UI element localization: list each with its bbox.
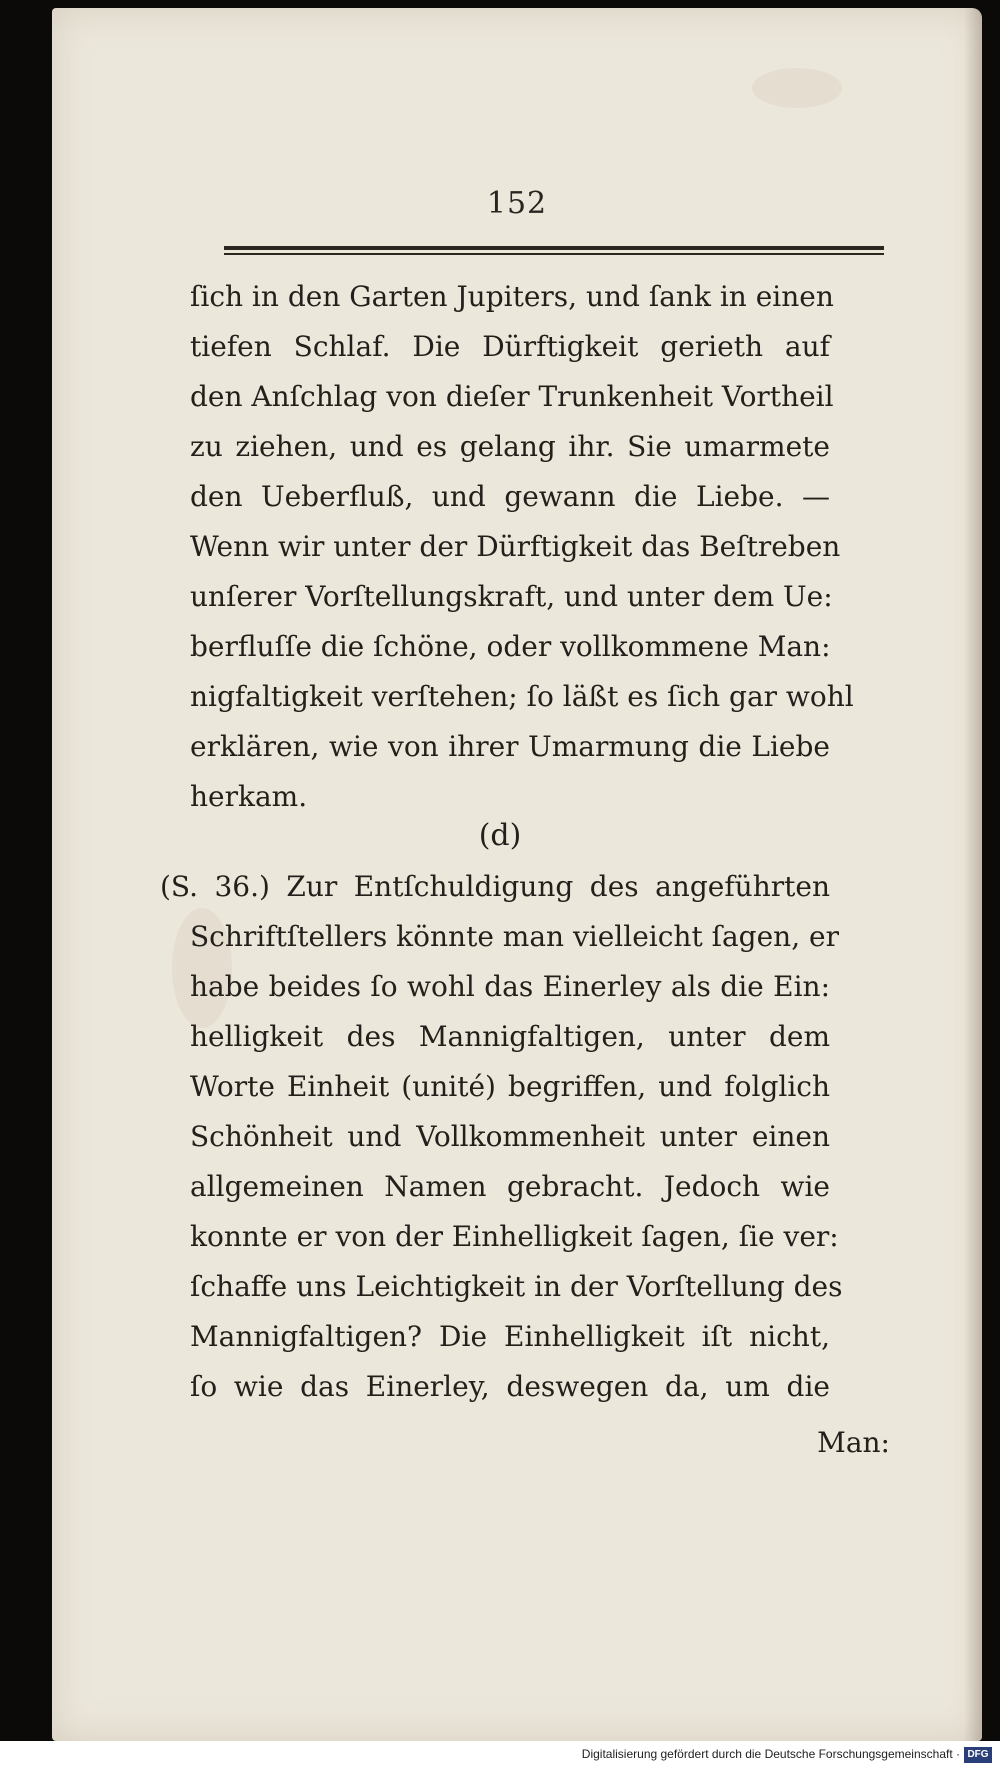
text-line: berfluſſe die ſchöne, oder vollkommene Man: (190, 630, 831, 663)
catchword: Man: (817, 1426, 890, 1459)
header-rule-thick (224, 246, 884, 250)
text-line: ſchaffe uns Leichtigkeit in der Vorſtellung des (190, 1270, 843, 1303)
text-line: konnte er von der Einhelligkeit ſagen, ſie ver: (190, 1220, 839, 1253)
text-line: (S. 36.) Zur Entſchuldigung des angeführten (160, 870, 830, 903)
dfg-logo-icon: DFG (964, 1747, 992, 1763)
text-line: den Anſchlag von dieſer Trunkenheit Vortheil (190, 380, 834, 413)
digitization-footer (0, 1741, 1000, 1771)
section-mark: (d) (478, 818, 522, 853)
text-line: Schönheit und Vollkommenheit unter einen (190, 1120, 830, 1153)
header-rule-thin (224, 253, 884, 255)
text-line: Worte Einheit (unité) begriffen, und folglich (190, 1070, 830, 1103)
text-line: unſerer Vorſtellungskraft, und unter dem Ue: (190, 580, 833, 613)
header-rule (224, 246, 884, 256)
text-line: ſo wie das Einerley, deswegen da, um die (190, 1370, 830, 1403)
page-number: 152 (486, 186, 548, 221)
text-line: den Ueberfluß, und gewann die Liebe. — (190, 480, 830, 513)
text-line: nigfaltigkeit verſtehen; ſo läßt es ſich gar wohl (190, 680, 854, 713)
text-line: herkam. (190, 780, 308, 813)
paragraph-continued (190, 272, 854, 822)
text-line: Wenn wir unter der Dürftigkeit das Beſtreben (190, 530, 841, 563)
text-line: habe beides ſo wohl das Einerley als die Ein: (190, 970, 830, 1003)
text-line: helligkeit des Mannigfaltigen, unter dem (190, 1020, 830, 1053)
text-line: allgemeinen Namen gebracht. Jedoch wie (190, 1170, 830, 1203)
note-paragraph (160, 862, 843, 1412)
text-line: Schriftſtellers könnte man vielleicht ſagen, er (190, 920, 839, 953)
page-edge-shadow (964, 8, 982, 1741)
text-line: zu ziehen, und es gelang ihr. Sie umarmete (190, 430, 830, 463)
funding-notice: Digitalisierung gefördert durch die Deutsche Forschungsgemeinschaft · (581, 1747, 960, 1761)
text-line: ſich in den Garten Jupiters, und ſank in einen (190, 280, 834, 313)
text-line: tiefen Schlaf. Die Dürftigkeit gerieth auf (190, 330, 830, 363)
text-line: Mannigfaltigen? Die Einhelligkeit iſt nicht, (190, 1320, 830, 1353)
paper-stain (752, 68, 842, 108)
text-line: erklären, wie von ihrer Umarmung die Liebe (190, 730, 830, 763)
